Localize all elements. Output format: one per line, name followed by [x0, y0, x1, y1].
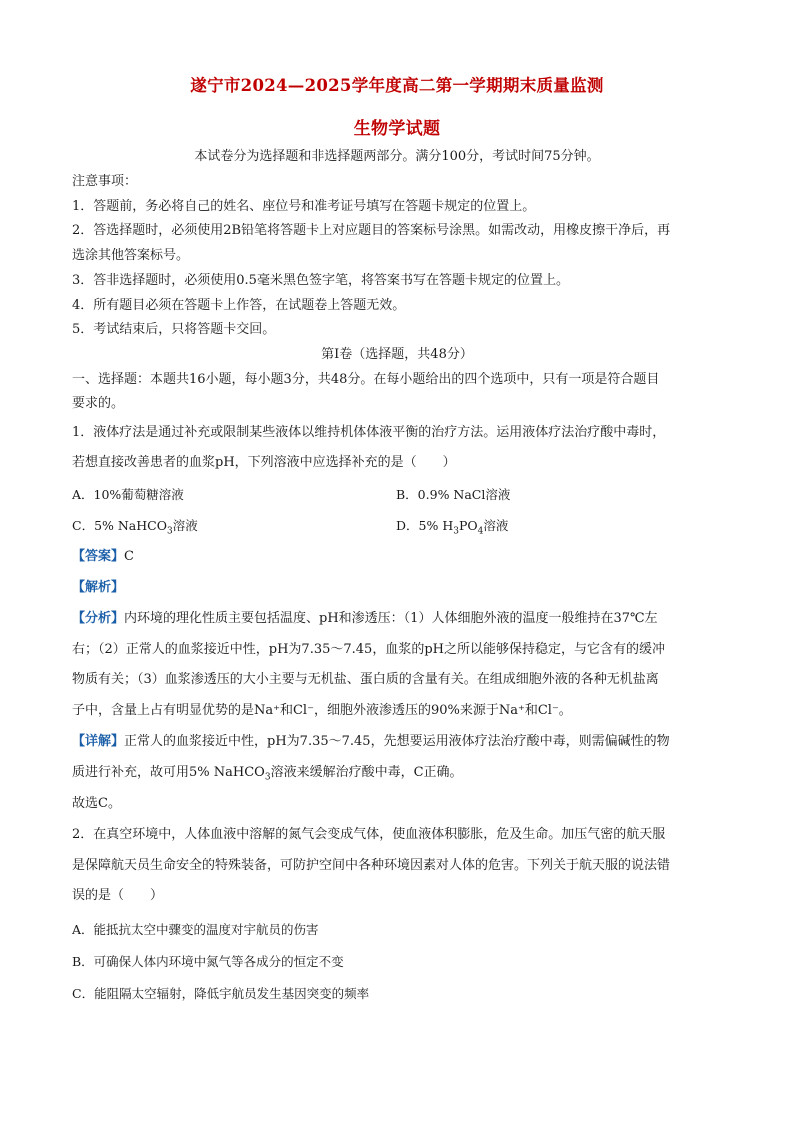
note-item: 1．答题前，务必将自己的姓名、座位号和准考证号填写在答题卡规定的位置上。 [72, 199, 536, 214]
answer-tag: 【答案】 [72, 549, 125, 564]
question-1-stem: 若想直接改善患者的血浆pH，下列溶液中应选择补充的是（ ） [72, 455, 456, 470]
note-item: 选涂其他答案标号。 [72, 248, 190, 263]
question-2-stem: 误的是（ ） [72, 888, 164, 903]
question-1-stem: 1．液体疗法是通过补充或限制某些液体以维持机体体液平衡的治疗方法。运用液体疗法治疗酸中毒时， [72, 425, 666, 440]
section-instructions: 要求的。 [72, 396, 125, 411]
q1-analysis-tag: 【解析】 [72, 580, 125, 595]
q1-fenxi-line: 右；（2）正常人的血浆接近中性，pH为7.35～7.45，血浆的pH之所以能够保持稳定，与它含有的缓冲 [72, 642, 665, 657]
answer-value: C [124, 549, 134, 564]
q1-conclusion: 故选C。 [72, 796, 121, 811]
notes-heading: 注意事项： [72, 174, 138, 189]
note-item: 5．考试结束后，只将答题卡交回。 [72, 322, 276, 337]
xiangjie-tag: 【详解】 [72, 734, 125, 749]
q2-option-a: A．能抵抗太空中骤变的温度对宇航员的伤害 [72, 922, 319, 937]
q1-xiangjie: 【详解】正常人的血浆接近中性，pH为7.35～7.45，先想要运用液体疗法治疗酸中毒，则需偏碱性的物 [72, 734, 670, 749]
q1-option-a: A．10%葡萄糖溶液 [72, 487, 184, 502]
q1-option-d: D．5% $H_3PO_4$溶液 [396, 518, 509, 537]
section-title: 第Ⅰ卷（选择题，共48分） [321, 347, 473, 362]
q1-option-b: B．0.9% NaCl溶液 [396, 487, 511, 502]
note-item: 3．答非选择题时，必须使用0.5毫米黑色签字笔，将答案书写在答题卡规定的位置上。 [72, 273, 569, 288]
q1-fenxi-line: 物质有关；（3）血浆渗透压的大小主要与无机盐、蛋白质的含量有关。在组成细胞外液的各种无机盐离 [72, 672, 659, 687]
section-instructions: 一、选择题：本题共16小题，每小题3分，共48分。在每小题给出的四个选项中，只有一项是符合题目 [72, 372, 660, 387]
q1-fenxi: 【分析】内环境的理化性质主要包括温度、pH和渗透压：（1）人体细胞外液的温度一般维持在37℃左 [72, 611, 658, 626]
question-2-stem: 2．在真空环境中，人体血液中溶解的氮气会变成气体，使血液体积膨胀，危及生命。加压气密的航天服 [72, 827, 666, 842]
q1-xiangjie-line: 质进行补充，故可用5% NaHCO$_3$溶液来缓解治疗酸中毒，C正确。 [72, 765, 463, 783]
question-2-stem: 是保障航天员生命安全的特殊装备，可防护空间中各种环境因素对人体的危害。下列关于航天服的说法错 [72, 858, 671, 873]
q1-answer [72, 545, 724, 569]
q1-option-c: C．5% NaHCO$_3$溶液 [72, 518, 198, 537]
fenxi-tag: 【分析】 [72, 611, 125, 626]
intro-text: 本试卷分为选择题和非选择题两部分。满分100分，考试时间75分钟。 [194, 149, 600, 164]
q1-fenxi-line: 子中，含量上占有明显优势的是Na⁺和Cl⁻，细胞外液渗透压的90%来源于Na⁺和Cl⁻。 [72, 703, 572, 718]
q2-option-b: B．可确保人体内环境中氮气等各成分的恒定不变 [72, 954, 344, 969]
q2-option-c: C．能阻隔太空辐射，降低宇航员发生基因突变的频率 [72, 986, 370, 1001]
exam-title: 遂宁市2024—2025学年度高二第一学期期末质量监测 [190, 76, 604, 95]
subject-title: 生物学试题 [353, 119, 441, 139]
note-item: 4．所有题目必须在答题卡上作答，在试题卷上答题无效。 [72, 298, 406, 313]
note-item: 2．答选择题时，必须使用2B铅笔将答题卡上对应题目的答案标号涂黑。如需改动，用橡皮擦干净后，再 [72, 223, 671, 238]
